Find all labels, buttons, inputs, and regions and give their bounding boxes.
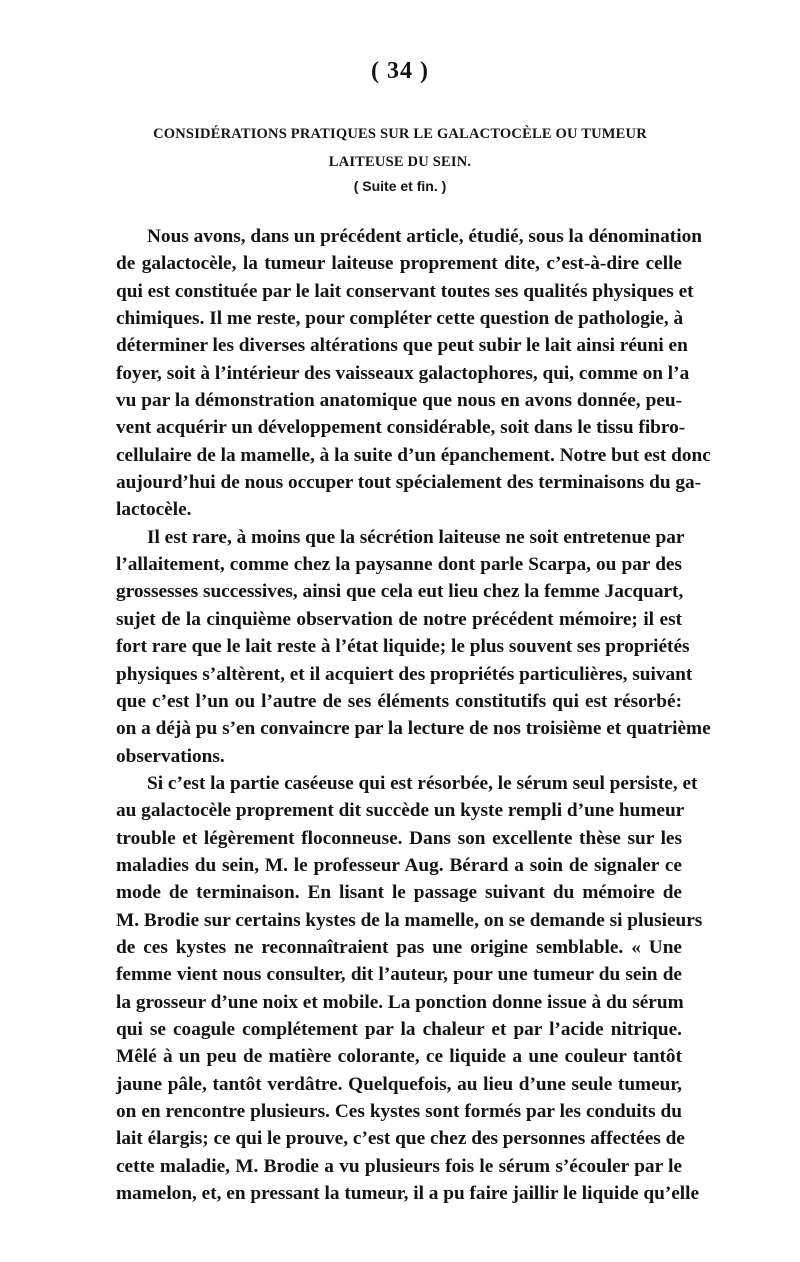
text-line: fort rare que le lait reste à l’état liquide; le plus souvent ses propriétés [116, 636, 690, 658]
paragraph [116, 524, 711, 770]
text-line: jaune pâle, tantôt verdâtre. Quelquefois, au lieu d’une seule tumeur, [116, 1073, 682, 1095]
text-line: Si c’est la partie caséeuse qui est résorbée, le sérum seul persiste, et [147, 772, 698, 794]
text-line: vent acquérir un développement considérable, soit dans le tissu fibro- [116, 417, 686, 439]
text-line: au galactocèle proprement dit succède un kyste rempli d’une humeur [116, 800, 685, 822]
paragraph [116, 770, 703, 1208]
text-line: foyer, soit à l’intérieur des vaisseaux galactophores, qui, comme on l’a [116, 362, 690, 384]
text-line: vu par la démonstration anatomique que nous en avons donnée, peu- [116, 390, 682, 412]
text-line: femme vient nous consulter, dit l’auteur, pour une tumeur du sein de [116, 964, 682, 986]
text-line: trouble et légèrement floconneuse. Dans son excellente thèse sur les [116, 827, 682, 849]
text-line: mode de terminaison. En lisant le passage suivant du mémoire de [116, 882, 682, 904]
text-line: cette maladie, M. Brodie a vu plusieurs fois le sérum s’écouler par le [116, 1155, 682, 1177]
text-line: qui est constituée par le lait conservant toutes ses qualités physiques et [116, 280, 694, 302]
text-line: la grosseur d’une noix et mobile. La ponction donne issue à du sérum [116, 991, 684, 1013]
page-number: ( 34 ) [371, 58, 429, 84]
article-subtitle: ( Suite et fin. ) [353, 178, 447, 194]
text-line: mamelon, et, en pressant la tumeur, il a pu faire jaillir le liquide qu’elle [116, 1183, 700, 1205]
text-line: physiques s’altèrent, et il acquiert des propriétés particulières, suivant [116, 663, 693, 685]
text-line: Nous avons, dans un précédent article, étudié, sous la dénomination [147, 226, 702, 247]
text-line: de ces kystes ne reconnaîtraient pas une origine semblable. « Une [116, 936, 682, 958]
text-line: observations. [116, 745, 225, 767]
text-line: Il est rare, à moins que la sécrétion laiteuse ne soit entretenue par [147, 526, 685, 548]
text-line: l’allaitement, comme chez la paysanne dont parle Scarpa, ou par des [116, 554, 682, 576]
article-body [116, 223, 711, 1207]
text-line: maladies du sein, M. le professeur Aug. Bérard a soin de signaler ce [116, 854, 682, 876]
paragraph [116, 223, 711, 524]
text-line: cellulaire de la mamelle, à la suite d’un épanchement. Notre but est donc [116, 444, 711, 466]
text-line: on a déjà pu s’en convaincre par la lecture de nos troisième et quatrième [116, 718, 711, 740]
text-line: sujet de la cinquième observation de notre précédent mémoire; il est [116, 608, 682, 630]
text-line: on en rencontre plusieurs. Ces kystes sont formés par les conduits du [116, 1101, 682, 1122]
text-line: déterminer les diverses altérations que peut subir le lait ainsi réuni en [116, 335, 688, 357]
text-line: de galactocèle, la tumeur laiteuse proprement dite, c’est-à-dire celle [116, 253, 682, 275]
article-title: CONSIDÉRATIONS PRATIQUES SUR LE GALACTOCÈLE OU TUMEUR LAITEUSE DU SEIN. [153, 126, 647, 170]
text-line: chimiques. Il me reste, pour compléter cette question de pathologie, à [116, 308, 684, 330]
text-line: que c’est l’un ou l’autre de ses éléments constitutifs qui est résorbé: [116, 690, 682, 712]
text-line: lactocèle. [116, 499, 192, 521]
text-line: aujourd’hui de nous occuper tout spécialement des terminaisons du ga- [116, 472, 702, 494]
text-line: M. Brodie sur certains kystes de la mamelle, on se demande si plusieurs [116, 909, 703, 931]
text-line: qui se coagule complétement par la chaleur et par l’acide nitrique. [116, 1018, 682, 1040]
text-line: grossesses successives, ainsi que cela eut lieu chez la femme Jacquart, [116, 581, 684, 603]
text-line: lait élargis; ce qui le prouve, c’est que chez des personnes affectées de [116, 1128, 685, 1150]
text-line: Mêlé à un peu de matière colorante, ce liquide a une couleur tantôt [116, 1046, 682, 1068]
